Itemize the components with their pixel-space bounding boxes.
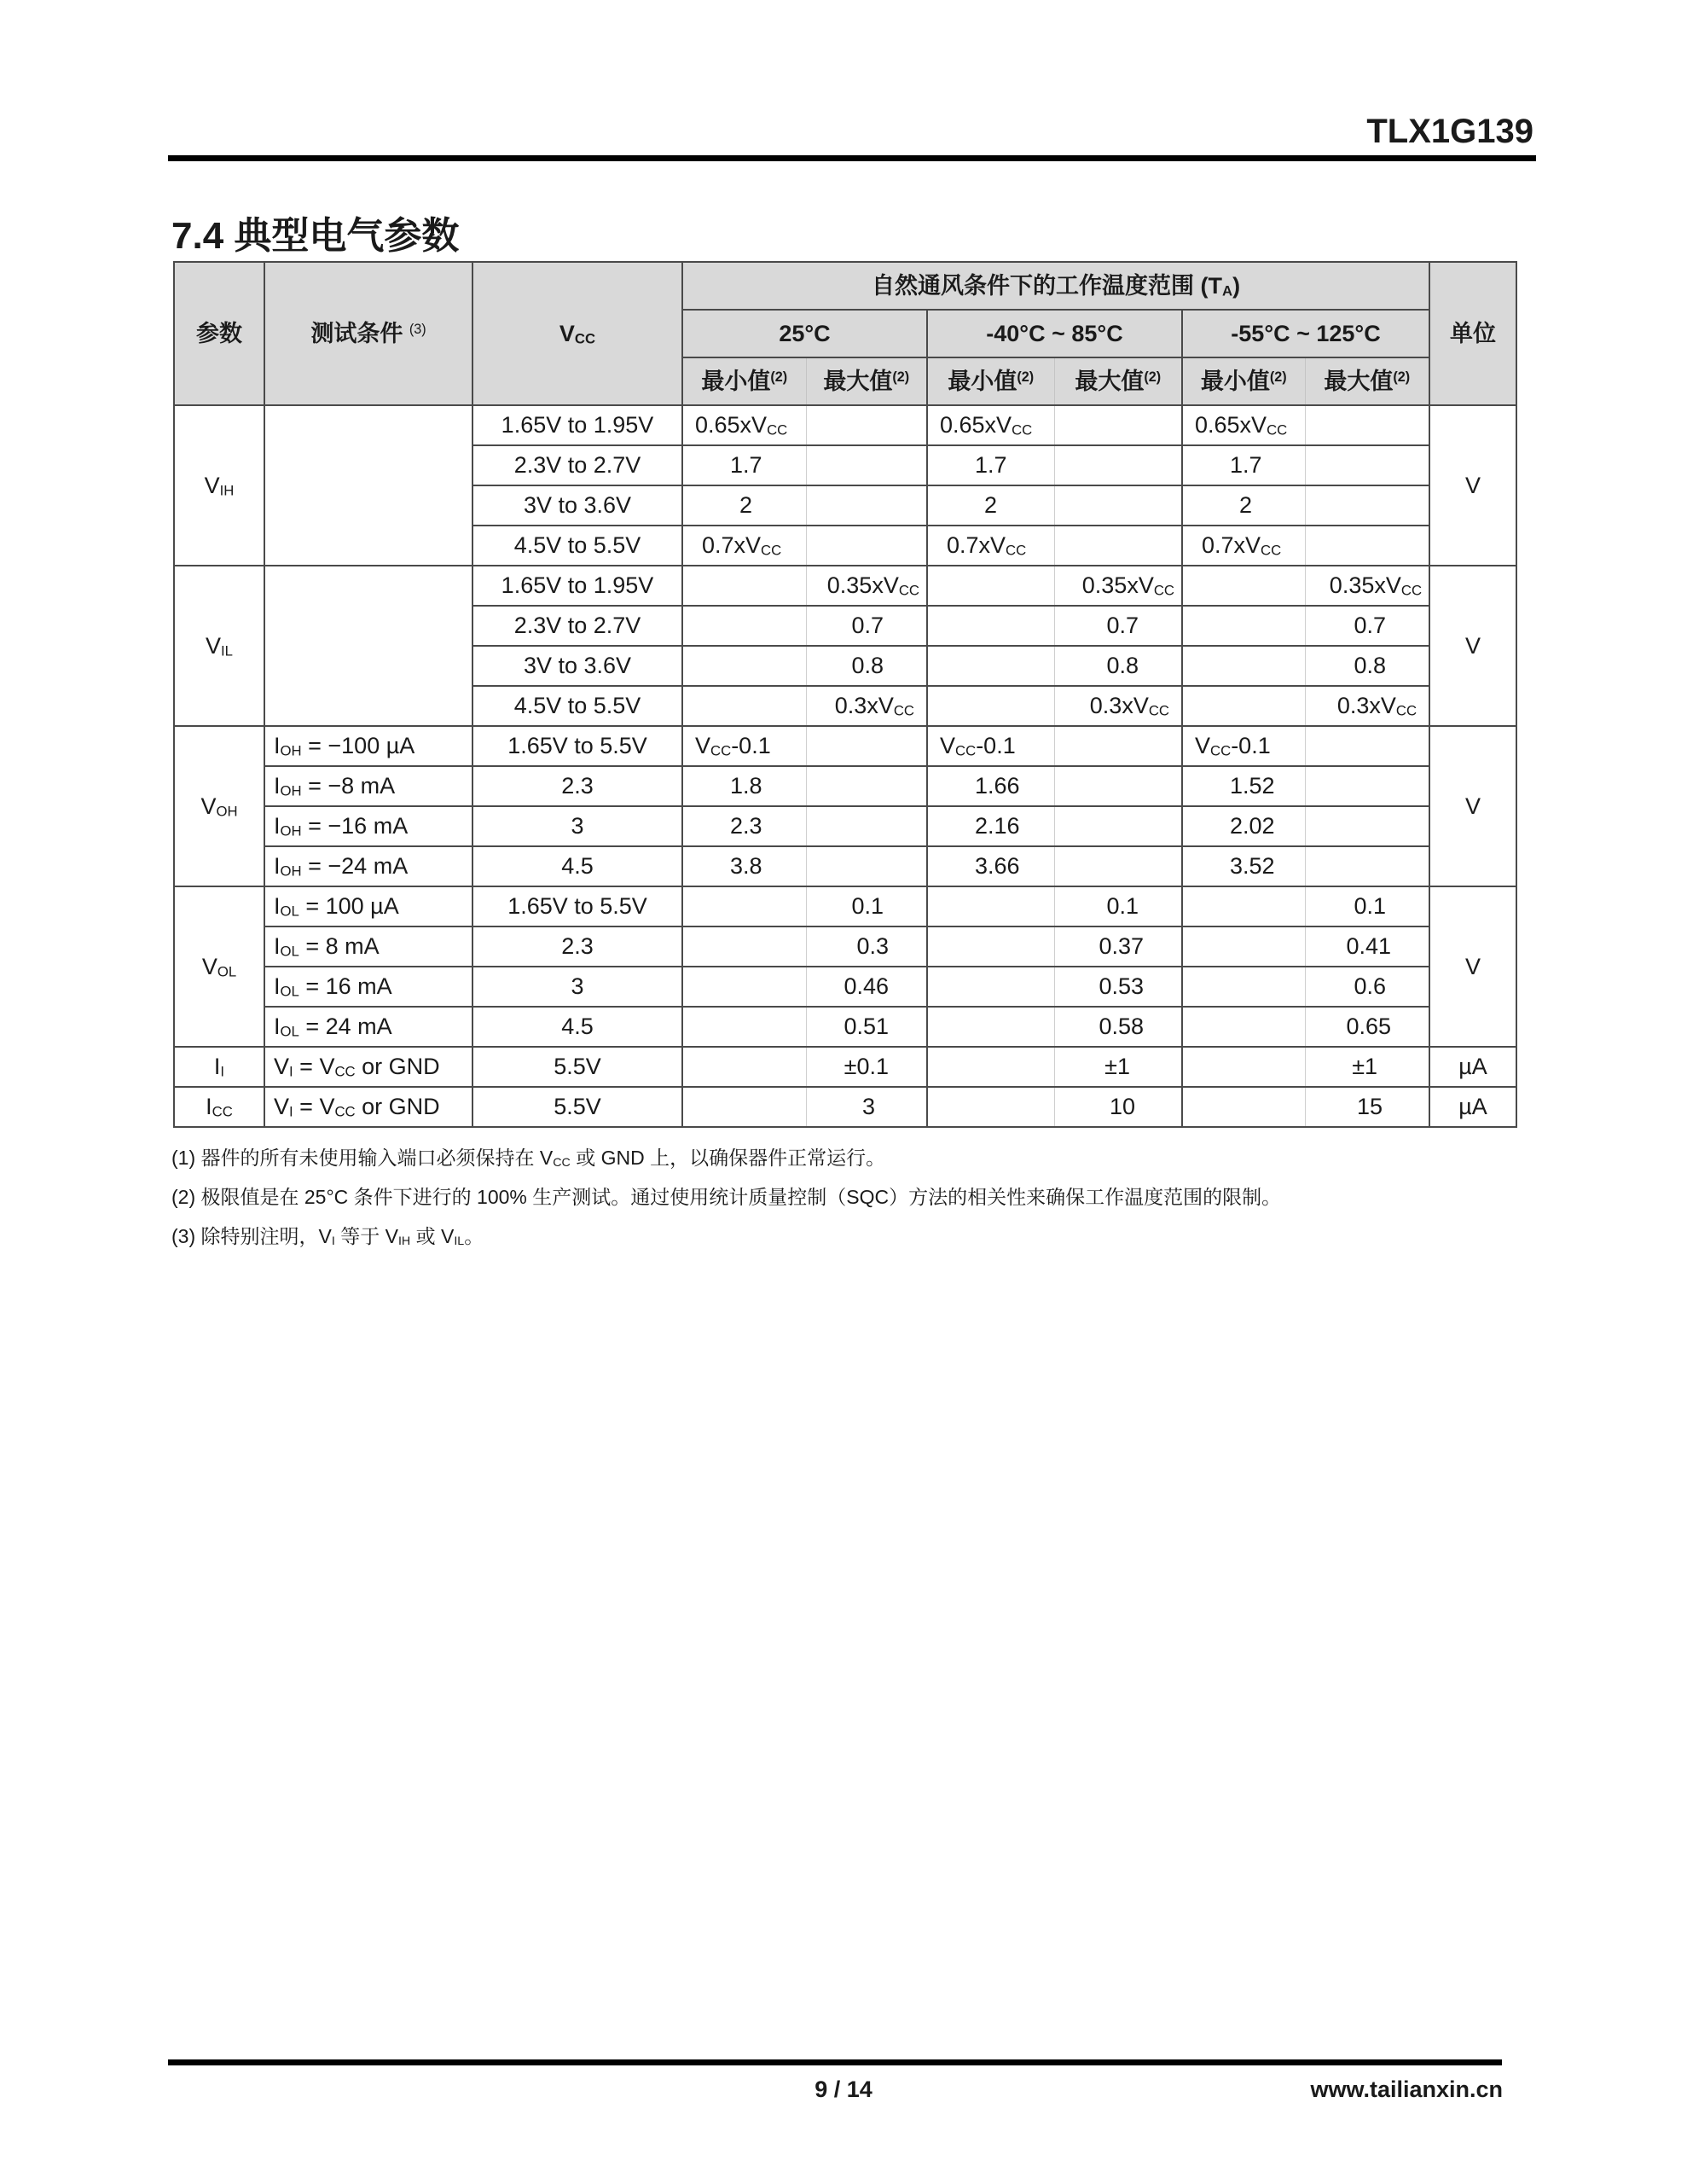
max-value: $0.3xV_{CC}$ (1054, 686, 1182, 726)
table-row (174, 926, 1516, 967)
test-condition: $V_I = V_{CC}$ or GND (264, 1047, 472, 1087)
test-condition: $I_{OL} = 24$ mA (264, 1007, 472, 1047)
max-value: $0.35xV_{CC}$ (1054, 566, 1182, 606)
max-value (806, 766, 927, 806)
max-value: 0.58 (1054, 1007, 1182, 1047)
min-value: 2.02 (1182, 806, 1305, 846)
max-value (1305, 526, 1429, 566)
min-value (682, 1007, 806, 1047)
vcc-cell: 1.65V to 1.95V (472, 566, 682, 606)
unit-cell: µA (1429, 1087, 1516, 1127)
param-voh: $V_{OH}$ (174, 726, 264, 886)
table-row (174, 566, 1516, 606)
max-value: 3 (806, 1087, 927, 1127)
header-unit: 单位 (1429, 262, 1516, 405)
min-value (682, 886, 806, 926)
max-value: ±1 (1305, 1047, 1429, 1087)
max-value: 0.8 (1054, 646, 1182, 686)
vcc-cell: 1.65V to 1.95V (472, 405, 682, 445)
max-value: $0.3xV_{CC}$ (1305, 686, 1429, 726)
max-value (806, 485, 927, 526)
min-value (1182, 967, 1305, 1007)
max-value (806, 806, 927, 846)
max-value: 0.8 (806, 646, 927, 686)
min-value: 3.8 (682, 846, 806, 886)
table-row (174, 405, 1516, 445)
min-value (927, 886, 1054, 926)
min-value: 2 (682, 485, 806, 526)
max-value (806, 726, 927, 766)
param-icc: $I_{CC}$ (174, 1087, 264, 1127)
max-value: 0.7 (1054, 606, 1182, 646)
vcc-cell: 4.5V to 5.5V (472, 686, 682, 726)
max-value (1305, 766, 1429, 806)
test-condition: $I_{OH} = -8$ mA (264, 766, 472, 806)
min-value (927, 606, 1054, 646)
vcc-cell: 1.65V to 5.5V (472, 886, 682, 926)
header-min: 最小值$^{(2)}$ (927, 357, 1054, 405)
max-value (1054, 405, 1182, 445)
max-value (1305, 846, 1429, 886)
test-condition: $I_{OL} = 100$ µA (264, 886, 472, 926)
max-value: 0.51 (806, 1007, 927, 1047)
min-value (927, 926, 1054, 967)
vcc-cell: 4.5V to 5.5V (472, 526, 682, 566)
min-value (682, 926, 806, 967)
max-value: 10 (1054, 1087, 1182, 1127)
footnote-3: (3) 除特别注明，$V_I$ 等于 $V_{IH}$ 或 $V_{IL}$。 (171, 1225, 484, 1249)
max-value: 0.1 (806, 886, 927, 926)
max-value (1305, 445, 1429, 485)
table-row (174, 846, 1516, 886)
min-value: $0.65xV_{CC}$ (1182, 405, 1305, 445)
min-value (682, 606, 806, 646)
unit-cell: V (1429, 726, 1516, 886)
test-condition: $V_I = V_{CC}$ or GND (264, 1087, 472, 1127)
param-vil: $V_{IL}$ (174, 566, 264, 726)
test-condition-empty (264, 566, 472, 726)
header-param: 参数 (174, 262, 264, 405)
min-value: 1.7 (927, 445, 1054, 485)
vcc-cell: 5.5V (472, 1087, 682, 1127)
min-value: 2 (927, 485, 1054, 526)
min-value (682, 1047, 806, 1087)
max-value (1305, 485, 1429, 526)
max-value: 0.1 (1305, 886, 1429, 926)
min-value: 1.52 (1182, 766, 1305, 806)
min-value (1182, 686, 1305, 726)
param-ii: $I_I$ (174, 1047, 264, 1087)
table-row (174, 967, 1516, 1007)
min-value (1182, 566, 1305, 606)
unit-cell: V (1429, 566, 1516, 726)
test-condition: $I_{OL} = 8$ mA (264, 926, 472, 967)
min-value (927, 566, 1054, 606)
max-value (1305, 726, 1429, 766)
table-row (174, 806, 1516, 846)
max-value: 15 (1305, 1087, 1429, 1127)
max-value (806, 526, 927, 566)
max-value (1054, 806, 1182, 846)
min-value: 1.7 (682, 445, 806, 485)
vcc-cell: 4.5 (472, 1007, 682, 1047)
min-value (927, 1007, 1054, 1047)
table-row (174, 1007, 1516, 1047)
min-value: $V_{CC}-0.1$ (1182, 726, 1305, 766)
vcc-cell: 3 (472, 967, 682, 1007)
max-value: 0.3 (806, 926, 927, 967)
header-range-40-85: -40°C ~ 85°C (927, 310, 1182, 357)
min-value (927, 1047, 1054, 1087)
min-value (682, 646, 806, 686)
max-value: 0.7 (1305, 606, 1429, 646)
max-value (1305, 405, 1429, 445)
max-value (806, 445, 927, 485)
vcc-cell: 1.65V to 5.5V (472, 726, 682, 766)
min-value: 1.8 (682, 766, 806, 806)
min-value (1182, 926, 1305, 967)
header-min: 最小值$^{(2)}$ (1182, 357, 1305, 405)
test-condition: $I_{OH} = -16$ mA (264, 806, 472, 846)
footnote-1: (1) 器件的所有未使用输入端口必须保持在 $V_{CC}$ 或 GND 上，以确保器件正常运行。 (171, 1147, 886, 1170)
min-value (682, 967, 806, 1007)
header-max: 最大值$^{(2)}$ (1054, 357, 1182, 405)
header-max: 最大值$^{(2)}$ (806, 357, 927, 405)
unit-cell: V (1429, 886, 1516, 1047)
max-value (1054, 726, 1182, 766)
unit-cell: V (1429, 405, 1516, 566)
min-value (1182, 1087, 1305, 1127)
electrical-characteristics-table (173, 261, 1517, 1128)
vcc-cell: 4.5 (472, 846, 682, 886)
section-title: 7.4 典型电气参数 (171, 215, 460, 257)
max-value: 0.53 (1054, 967, 1182, 1007)
vcc-cell: 2.3V to 2.7V (472, 606, 682, 646)
test-condition: $I_{OL} = 16$ mA (264, 967, 472, 1007)
footer-rule (168, 2059, 1502, 2065)
max-value: 0.46 (806, 967, 927, 1007)
max-value: 0.7 (806, 606, 927, 646)
param-vih: $V_{IH}$ (174, 405, 264, 566)
max-value (806, 405, 927, 445)
header-range-55-125: -55°C ~ 125°C (1182, 310, 1429, 357)
table-row (174, 1087, 1516, 1127)
max-value: 0.65 (1305, 1007, 1429, 1047)
min-value: $V_{CC}-0.1$ (682, 726, 806, 766)
min-value (927, 646, 1054, 686)
vcc-cell: 2.3 (472, 926, 682, 967)
document-part-number: TLX1G139 (1366, 113, 1533, 150)
max-value: 0.37 (1054, 926, 1182, 967)
page-number: 9 / 14 (815, 2077, 872, 2102)
test-condition-empty (264, 405, 472, 566)
max-value: ±0.1 (806, 1047, 927, 1087)
header-max: 最大值$^{(2)}$ (1305, 357, 1429, 405)
min-value: 1.7 (1182, 445, 1305, 485)
min-value (682, 566, 806, 606)
max-value (1054, 766, 1182, 806)
table-row (174, 1047, 1516, 1087)
min-value: $0.7xV_{CC}$ (682, 526, 806, 566)
header-temperature-range: 自然通风条件下的工作温度范围 $(T_A)$ (682, 262, 1429, 310)
unit-cell: µA (1429, 1047, 1516, 1087)
max-value: 0.41 (1305, 926, 1429, 967)
min-value (927, 686, 1054, 726)
test-condition: $I_{OH} = -100$ µA (264, 726, 472, 766)
min-value (682, 686, 806, 726)
min-value (682, 1087, 806, 1127)
min-value: 2 (1182, 485, 1305, 526)
min-value: 2.16 (927, 806, 1054, 846)
min-value (1182, 606, 1305, 646)
min-value (927, 967, 1054, 1007)
max-value (1054, 485, 1182, 526)
min-value: 3.52 (1182, 846, 1305, 886)
min-value: $V_{CC}-0.1$ (927, 726, 1054, 766)
header-vcc: $V_{CC}$ (472, 262, 682, 405)
min-value: $0.65xV_{CC}$ (927, 405, 1054, 445)
min-value: $0.7xV_{CC}$ (927, 526, 1054, 566)
header-range-25c: 25°C (682, 310, 927, 357)
table-row (174, 726, 1516, 766)
vcc-cell: 3 (472, 806, 682, 846)
test-condition: $I_{OH} = -24$ mA (264, 846, 472, 886)
max-value (1305, 806, 1429, 846)
header-min: 最小值$^{(2)}$ (682, 357, 806, 405)
footnote-2: (2) 极限值是在 25°C 条件下进行的 100% 生产测试。通过使用统计质量控制（SQC）方法的相关性来确保工作温度范围的限制。 (171, 1186, 1282, 1208)
max-value (806, 846, 927, 886)
min-value (1182, 1007, 1305, 1047)
min-value (1182, 1047, 1305, 1087)
max-value: $0.3xV_{CC}$ (806, 686, 927, 726)
max-value (1054, 846, 1182, 886)
header-test-conditions: 测试条件 $^{(3)}$ (264, 262, 472, 405)
min-value: 3.66 (927, 846, 1054, 886)
min-value (1182, 646, 1305, 686)
vcc-cell: 3V to 3.6V (472, 646, 682, 686)
min-value: 2.3 (682, 806, 806, 846)
website-link[interactable]: www.tailianxin.cn (1310, 2077, 1503, 2102)
param-vol: $V_{OL}$ (174, 886, 264, 1047)
min-value (1182, 886, 1305, 926)
max-value: 0.1 (1054, 886, 1182, 926)
max-value (1054, 526, 1182, 566)
min-value: $0.7xV_{CC}$ (1182, 526, 1305, 566)
header-rule (168, 155, 1536, 161)
max-value (1054, 445, 1182, 485)
max-value: $0.35xV_{CC}$ (806, 566, 927, 606)
vcc-cell: 3V to 3.6V (472, 485, 682, 526)
vcc-cell: 2.3V to 2.7V (472, 445, 682, 485)
vcc-cell: 5.5V (472, 1047, 682, 1087)
max-value: 0.6 (1305, 967, 1429, 1007)
max-value: $0.35xV_{CC}$ (1305, 566, 1429, 606)
min-value: $0.65xV_{CC}$ (682, 405, 806, 445)
table-footnotes (171, 1138, 1281, 1256)
vcc-cell: 2.3 (472, 766, 682, 806)
min-value: 1.66 (927, 766, 1054, 806)
max-value: 0.8 (1305, 646, 1429, 686)
max-value: ±1 (1054, 1047, 1182, 1087)
table-row (174, 766, 1516, 806)
table-row (174, 886, 1516, 926)
min-value (927, 1087, 1054, 1127)
